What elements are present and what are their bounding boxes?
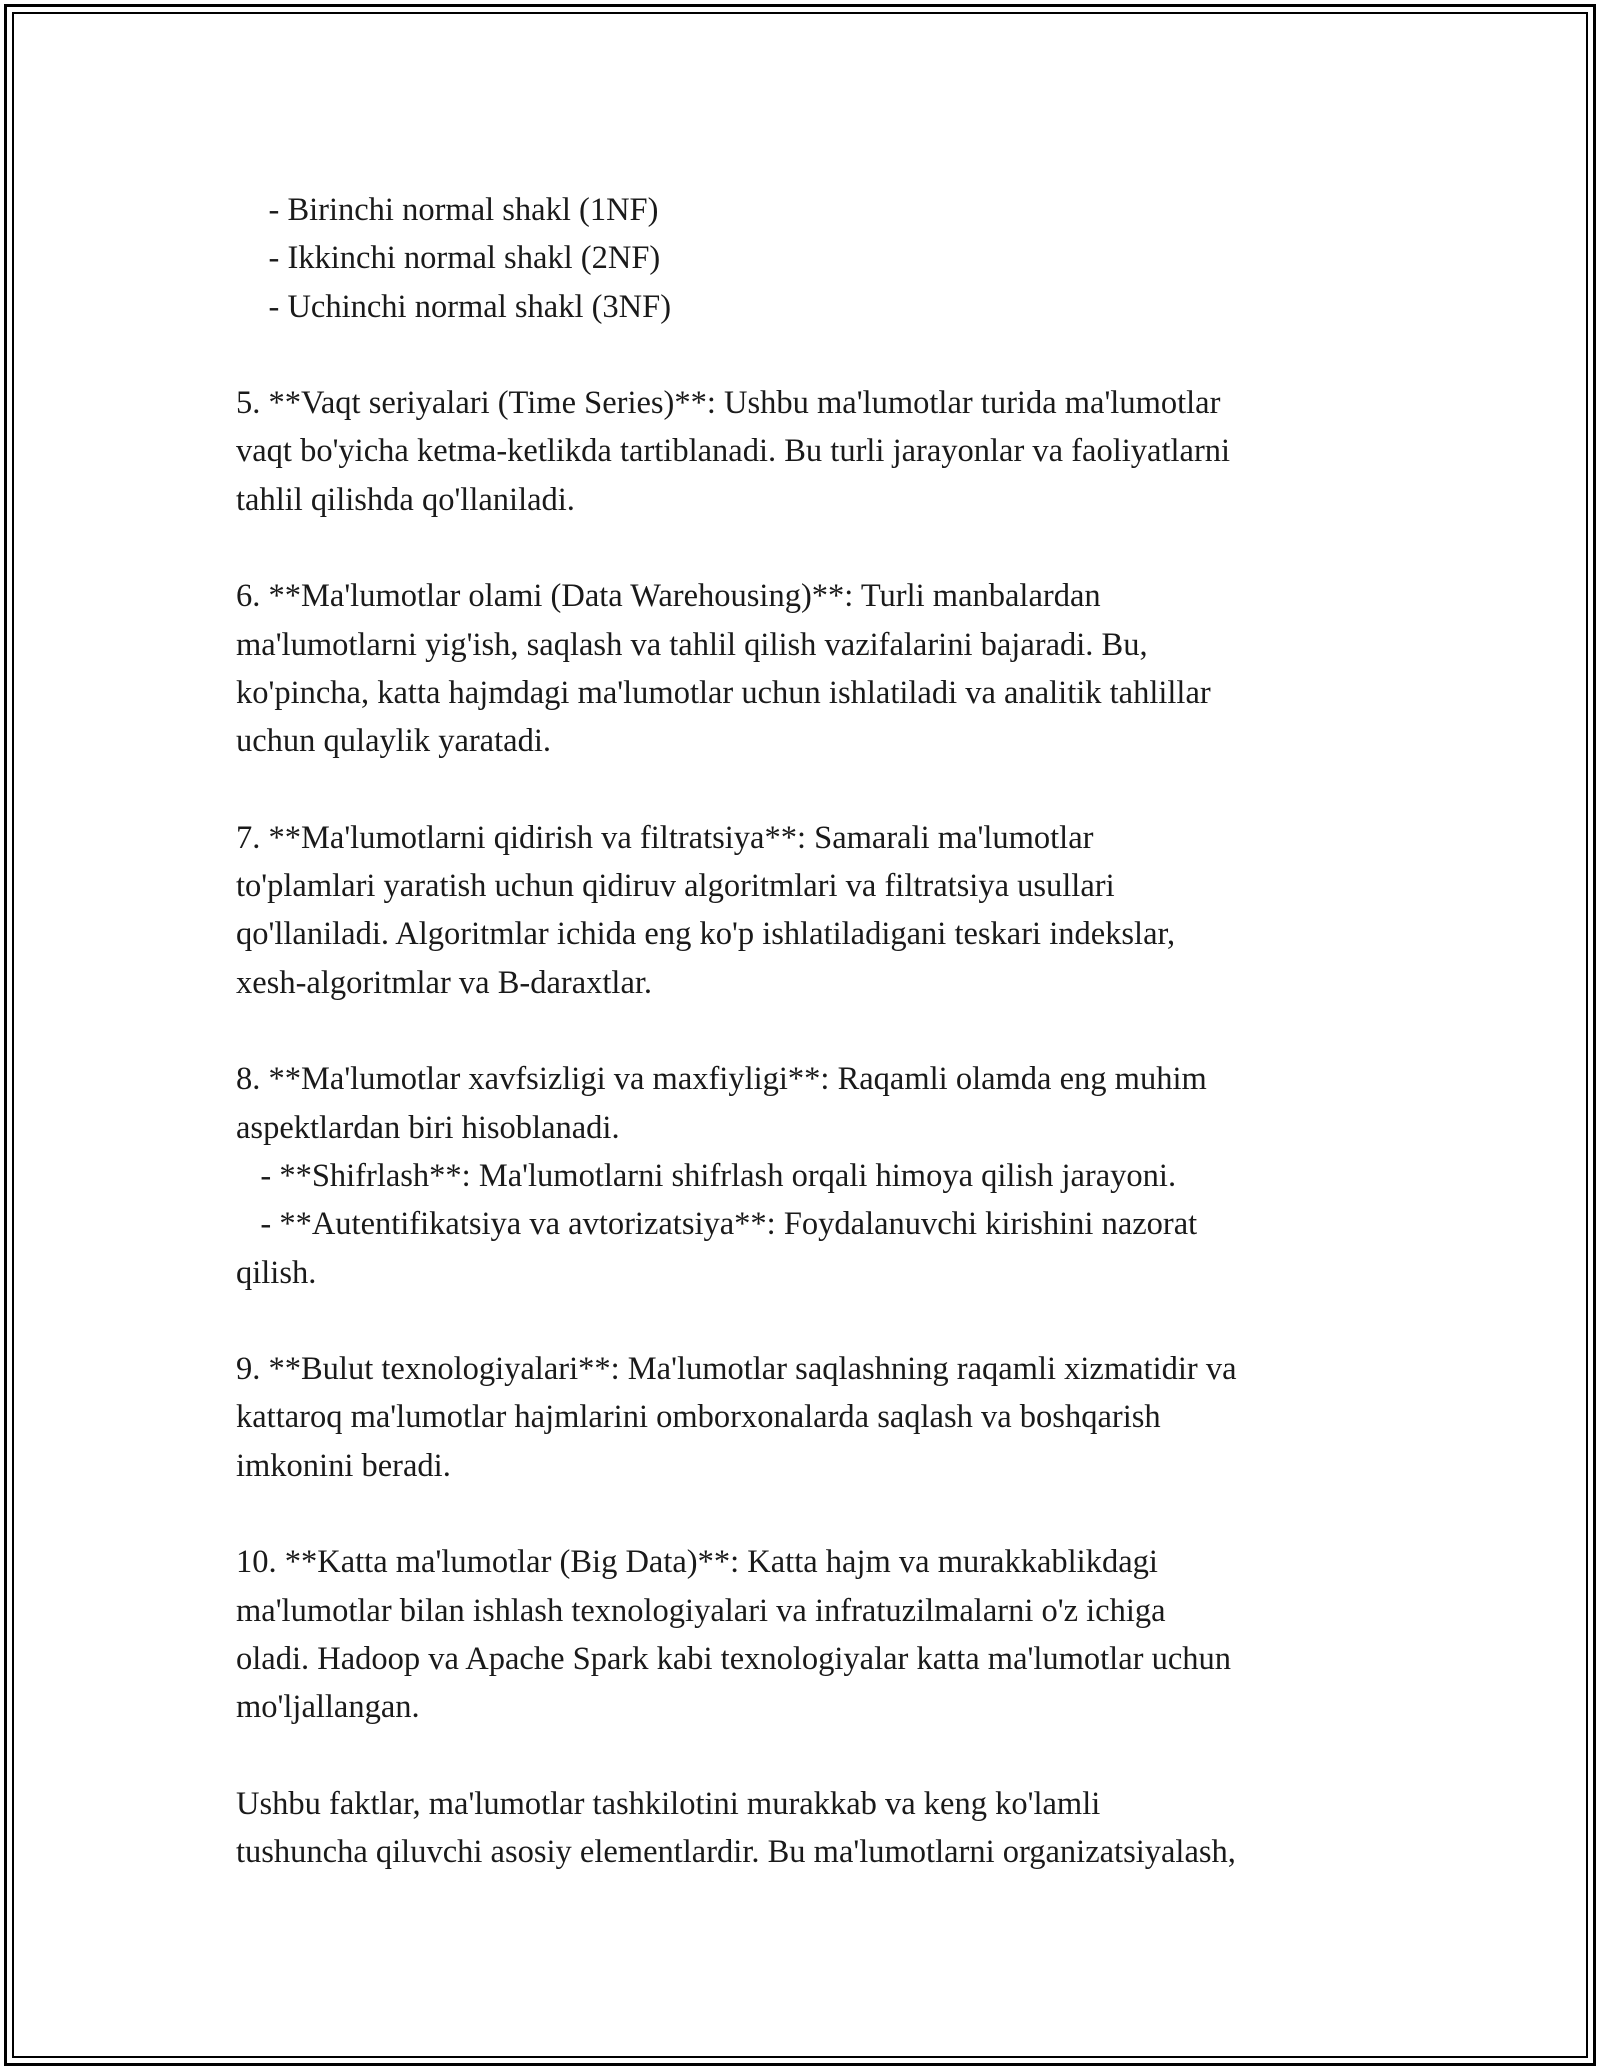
text-line: - Ikkinchi normal shakl (2NF) [236, 240, 661, 277]
text-line: kattaroq ma'lumotlar hajmlarini omborxonalarda saqlash va boshqarish [236, 1399, 1161, 1436]
text-line: aspektlardan biri hisoblanadi. [236, 1109, 620, 1146]
blank-line [236, 331, 1376, 379]
text-line: tahlil qilishda qo'llaniladi. [236, 481, 575, 518]
text-line: mo'ljallangan. [236, 1689, 420, 1726]
blank-line [236, 766, 1376, 814]
text-line: 10. **Katta ma'lumotlar (Big Data)**: Katta hajm va murakkablikdagi [236, 1544, 1158, 1581]
text-line: - **Shifrlash**: Ma'lumotlarni shifrlash orqali himoya qilish jarayoni. [236, 1157, 1177, 1194]
text-line: - **Autentifikatsiya va avtorizatsiya**: Foydalanuvchi kirishini nazorat [236, 1206, 1198, 1243]
text-line: - Birinchi normal shakl (1NF) [236, 192, 659, 228]
blank-line [236, 1297, 1376, 1345]
text-line: qilish. [236, 1254, 317, 1291]
text-line: 9. **Bulut texnologiyalari**: Ma'lumotlar saqlashning raqamli xizmatidir va [236, 1351, 1237, 1388]
text-line: imkonini beradi. [236, 1447, 451, 1484]
document-body [236, 186, 1376, 1876]
text-line: ma'lumotlarni yig'ish, saqlash va tahlil qilish vazifalarini bajaradi. Bu, [236, 626, 1148, 663]
text-line: qo'llaniladi. Algoritmlar ichida eng ko'p ishlatiladigani teskari indekslar, [236, 916, 1176, 953]
blank-line [236, 1732, 1376, 1780]
text-line: Ushbu faktlar, ma'lumotlar tashkilotini murakkab va keng ko'lamli [236, 1785, 1101, 1822]
text-line: to'plamlari yaratish uchun qidiruv algoritmlari va filtratsiya usullari [236, 868, 1115, 905]
blank-line [236, 1490, 1376, 1538]
text-line: vaqt bo'yicha ketma-ketlikda tartiblanadi. Bu turli jarayonlar va faoliyatlarni [236, 433, 1231, 470]
text-line: 8. **Ma'lumotlar xavfsizligi va maxfiyligi**: Raqamli olamda eng muhim [236, 1061, 1207, 1098]
blank-line [236, 524, 1376, 572]
text-line: 5. **Vaqt seriyalari (Time Series)**: Ushbu ma'lumotlar turida ma'lumotlar [236, 385, 1221, 422]
text-line: 6. **Ma'lumotlar olami (Data Warehousing)**: Turli manbalardan [236, 578, 1101, 615]
text-line: ma'lumotlar bilan ishlash texnologiyalari va infratuzilmalarni o'z ichiga [236, 1592, 1166, 1629]
text-line: ko'pincha, katta hajmdagi ma'lumotlar uchun ishlatiladi va analitik tahlillar [236, 674, 1211, 711]
text-line: oladi. Hadoop va Apache Spark kabi texnologiyalar katta ma'lumotlar uchun [236, 1640, 1232, 1677]
text-line: uchun qulaylik yaratadi. [236, 723, 551, 760]
text-line: tushuncha qiluvchi asosiy elementlardir. Bu ma'lumotlarni organizatsiyalash, [236, 1834, 1236, 1871]
text-line: 7. **Ma'lumotlarni qidirish va filtratsiya**: Samarali ma'lumotlar [236, 819, 1094, 856]
blank-line [236, 1007, 1376, 1055]
text-line: xesh-algoritmlar va B-daraxtlar. [236, 964, 653, 1001]
text-line: - Uchinchi normal shakl (3NF) [236, 288, 672, 325]
